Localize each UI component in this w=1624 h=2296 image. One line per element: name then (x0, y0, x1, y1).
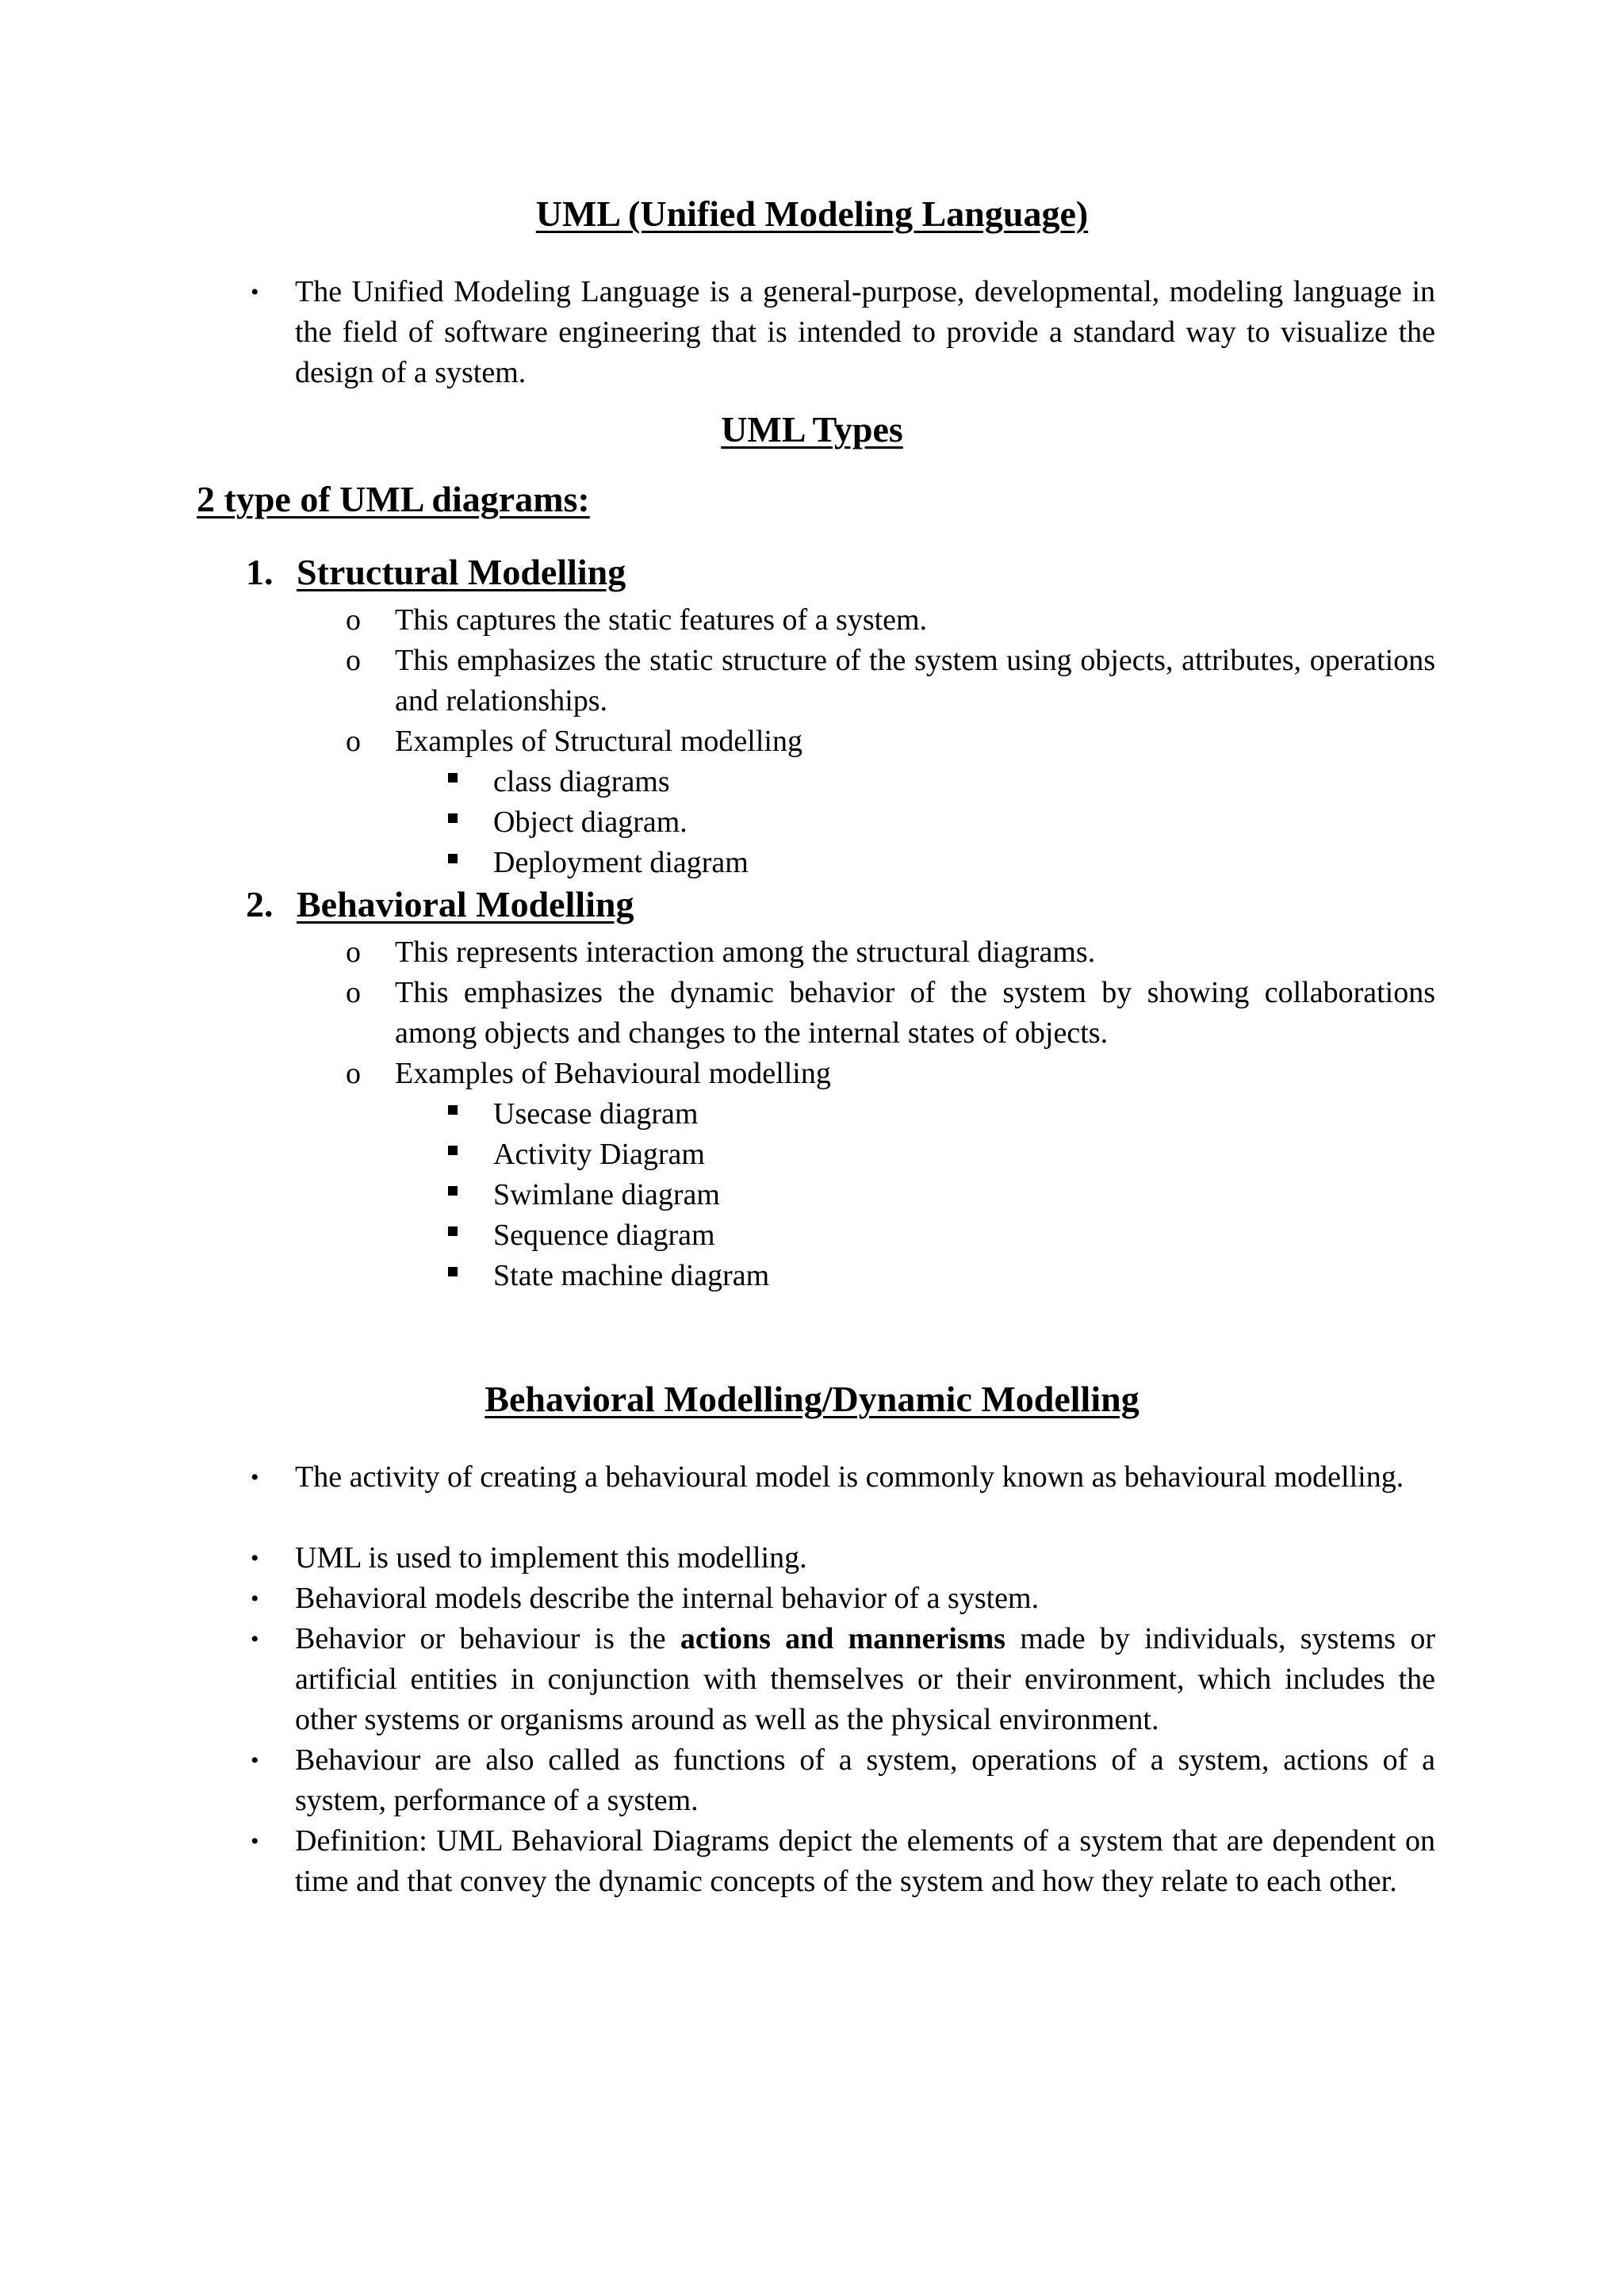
behavioral-example: Activity Diagram (493, 1138, 705, 1171)
behavioral-point: Examples of Behavioural modelling (395, 1057, 831, 1090)
structural-point: This emphasizes the static structure of the system using objects, attributes, operations and relationships. (395, 644, 1435, 718)
square-bullet-icon (448, 854, 458, 863)
structural-modelling-title: Structural Modelling (297, 552, 626, 592)
square-bullet-icon (448, 1146, 458, 1155)
bullet-dot: • (251, 1626, 259, 1652)
dynamic-point: Behaviour are also called as functions of a system, operations of a system, actions of a system, performance of a system. (295, 1743, 1435, 1817)
page-title: UML (Unified Modeling Language) (535, 193, 1089, 234)
diagram-types-subheading: 2 type of UML diagrams: (197, 479, 590, 519)
behavioral-point: This represents interaction among the structural diagrams. (395, 936, 1096, 969)
structural-example: class diagrams (493, 765, 670, 798)
square-bullet-icon (448, 1267, 458, 1276)
bullet-dot: • (251, 1464, 259, 1490)
behavior-definition-suffix: made by individuals, systems or artificial entities in conjunction with themselves or their environment, which includes the other systems or organisms around as well as the physical environment. (295, 1622, 1435, 1736)
behavior-definition-bold: actions and mannerisms (680, 1622, 1006, 1655)
dynamic-point: The activity of creating a behavioural model is commonly known as behavioural modelling. (295, 1460, 1404, 1494)
dynamic-point: Behavioral models describe the internal behavior of a system. (295, 1582, 1040, 1615)
behavior-definition-prefix: Behavior or behaviour is the (295, 1622, 680, 1655)
structural-point: This captures the static features of a system. (395, 603, 928, 637)
bullet-dot: • (251, 279, 259, 305)
square-bullet-icon (448, 1105, 458, 1115)
bullet-dot: • (251, 1747, 259, 1774)
bullet-dot: • (251, 1828, 259, 1854)
structural-example: Object diagram. (493, 806, 688, 839)
circle-bullet: o (346, 936, 361, 969)
square-bullet-icon (448, 1186, 458, 1196)
behavioral-example: Sequence diagram (493, 1219, 715, 1252)
dynamic-point: Definition: UML Behavioral Diagrams depict the elements of a system that are dependent on time and that convey the dynamic concepts of the system and how they relate to each other. (295, 1824, 1435, 1898)
behavioral-example: Usecase diagram (493, 1097, 699, 1131)
circle-bullet: o (346, 1057, 361, 1090)
structural-modelling-heading (246, 549, 626, 596)
behavioral-modelling-title: Behavioral Modelling (297, 884, 634, 924)
circle-bullet: o (346, 644, 361, 677)
square-bullet-icon (448, 813, 458, 823)
dynamic-point: UML is used to implement this modelling. (295, 1541, 807, 1575)
behavioral-point: This emphasizes the dynamic behavior of the system by showing collaborations among objects and changes to the internal states of objects. (395, 976, 1435, 1050)
bullet-dot: • (251, 1586, 259, 1612)
dynamic-modelling-heading: Behavioral Modelling/Dynamic Modelling (485, 1379, 1139, 1419)
list-number: 2. (246, 884, 274, 924)
circle-bullet: o (346, 725, 361, 758)
intro-paragraph: The Unified Modeling Language is a general-purpose, developmental, modeling language in the field of software engineering that is intended to provide a standard way to visualize the design of a system. (295, 275, 1435, 389)
uml-types-heading: UML Types (721, 409, 903, 450)
structural-point: Examples of Structural modelling (395, 725, 802, 758)
square-bullet-icon (448, 1226, 458, 1236)
behavioral-example: State machine diagram (493, 1259, 770, 1292)
circle-bullet: o (346, 976, 361, 1009)
behavioral-modelling-heading (246, 881, 634, 928)
behavioral-example: Swimlane diagram (493, 1178, 720, 1211)
square-bullet-icon (448, 773, 458, 783)
list-number: 1. (246, 552, 274, 592)
circle-bullet: o (346, 603, 361, 637)
bullet-dot: • (251, 1545, 259, 1571)
behavior-definition (295, 1619, 1435, 1740)
structural-example: Deployment diagram (493, 846, 749, 879)
